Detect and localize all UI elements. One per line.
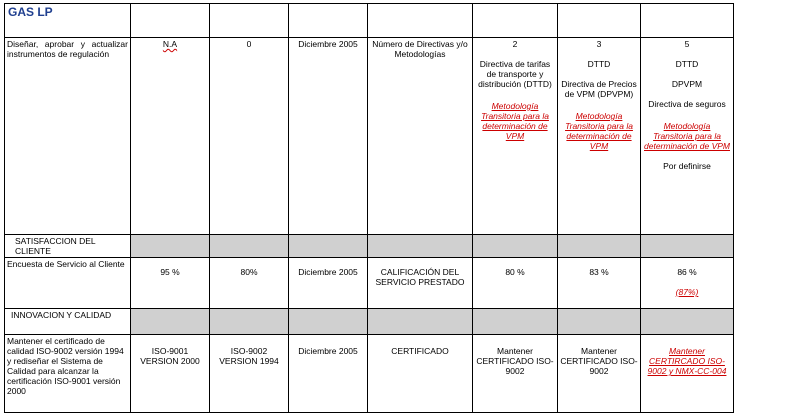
goal-red-note: (87%) — [675, 287, 699, 297]
indicator-cell — [368, 335, 473, 413]
goal-abbreviation: DTTD — [675, 59, 699, 69]
section-heading: INNOVACION Y CALIDAD — [5, 309, 131, 335]
shaded-cell — [289, 309, 368, 335]
date-value: Diciembre 2005 — [298, 267, 358, 277]
goal-description: Directiva de Precios de VPM (DPVPM) — [561, 79, 637, 99]
goal-value: Mantener CERTIFICADO ISO-9002 — [560, 346, 638, 376]
empty-cell — [131, 4, 210, 38]
goal-red-note: Metodología Transitoria para la determinación de VPM — [481, 101, 549, 141]
indicator-cell — [368, 258, 473, 309]
goal-value: Mantener CERTIFICADO ISO-9002 — [476, 346, 554, 376]
section-row — [5, 309, 734, 335]
current-cell — [210, 258, 289, 309]
baseline-value: N.A — [162, 39, 178, 49]
section-row — [5, 235, 734, 258]
shaded-cell — [558, 235, 641, 258]
date-cell — [289, 258, 368, 309]
goal-number: 5 — [684, 39, 690, 49]
table-row — [5, 335, 734, 413]
shaded-cell — [210, 309, 289, 335]
shaded-cell — [131, 309, 210, 335]
empty-cell — [558, 4, 641, 38]
baseline-cell — [131, 335, 210, 413]
shaded-cell — [131, 235, 210, 258]
baseline-cell — [131, 258, 210, 309]
table-row — [5, 38, 734, 235]
regulation-table — [4, 3, 734, 413]
current-value: ISO-9002 VERSION 1994 — [219, 346, 279, 366]
page-title: GAS LP — [5, 4, 131, 38]
goal-cell — [558, 258, 641, 309]
objective-cell: Encuesta de Servicio al Cliente — [5, 258, 131, 309]
objective-cell: Mantener el certificado de calidad ISO-9002 versión 1994 y rediseñar el Sistema de Calidad para alcanzar la certificación ISO-9001 versión 2000 — [5, 335, 131, 413]
goal-red-note: Mantener CERTIRCADO ISO-9002 y NMX-CC-004 — [647, 346, 727, 376]
goal-cell — [473, 258, 558, 309]
goal-red-note: Metodología Transitoria para la determinación de VPM — [565, 111, 633, 151]
goal-cell — [641, 335, 734, 413]
goal-description: Directiva de tarifas de transporte y distribución (DTTD) — [478, 59, 552, 89]
shaded-cell — [473, 309, 558, 335]
goal-value: 83 % — [589, 267, 609, 277]
goal-description: Directiva de seguros — [648, 99, 726, 109]
date-cell: Diciembre 2005 — [289, 38, 368, 235]
shaded-cell — [289, 235, 368, 258]
indicator-value: CERTIFICADO — [391, 346, 449, 356]
goal-cell — [473, 335, 558, 413]
date-value: Diciembre 2005 — [298, 346, 358, 356]
goal-abbreviation: DTTD — [587, 59, 611, 69]
shaded-cell — [641, 235, 734, 258]
indicator-cell: Número de Directivas y/o Metodologías — [368, 38, 473, 235]
shaded-cell — [368, 235, 473, 258]
shaded-cell — [558, 309, 641, 335]
baseline-value: ISO-9001 VERSION 2000 — [140, 346, 200, 366]
empty-cell — [473, 4, 558, 38]
objective-cell: Diseñar, aprobar y actualizar instrumentos de regulación — [5, 38, 131, 235]
indicator-value: CALIFICACIÓN DEL SERVICIO PRESTADO — [375, 267, 465, 287]
shaded-cell — [210, 235, 289, 258]
empty-cell — [641, 4, 734, 38]
date-cell — [289, 335, 368, 413]
goal-cell — [558, 38, 641, 235]
goal-pending-note: Por definirse — [663, 161, 711, 171]
empty-cell — [289, 4, 368, 38]
current-cell: 0 — [210, 38, 289, 235]
section-heading: SATISFACCION DEL CLIENTE — [5, 235, 131, 258]
shaded-cell — [641, 309, 734, 335]
goal-value: 80 % — [505, 267, 525, 277]
goal-cell — [558, 335, 641, 413]
goal-cell — [473, 38, 558, 235]
current-value: 80% — [240, 267, 258, 277]
goal-abbreviation: DPVPM — [671, 79, 703, 89]
current-cell — [210, 335, 289, 413]
goal-number: 2 — [512, 39, 518, 49]
goal-cell — [641, 38, 734, 235]
baseline-value: 95 % — [160, 267, 180, 277]
table-row — [5, 258, 734, 309]
empty-cell — [210, 4, 289, 38]
shaded-cell — [368, 309, 473, 335]
empty-cell — [368, 4, 473, 38]
goal-number: 3 — [596, 39, 602, 49]
goal-cell — [641, 258, 734, 309]
goal-value: 86 % — [677, 267, 697, 277]
goal-red-note: Metodología Transitoria para la determinación de VPM — [644, 121, 730, 151]
shaded-cell — [473, 235, 558, 258]
title-row — [5, 4, 734, 38]
baseline-cell — [131, 38, 210, 235]
